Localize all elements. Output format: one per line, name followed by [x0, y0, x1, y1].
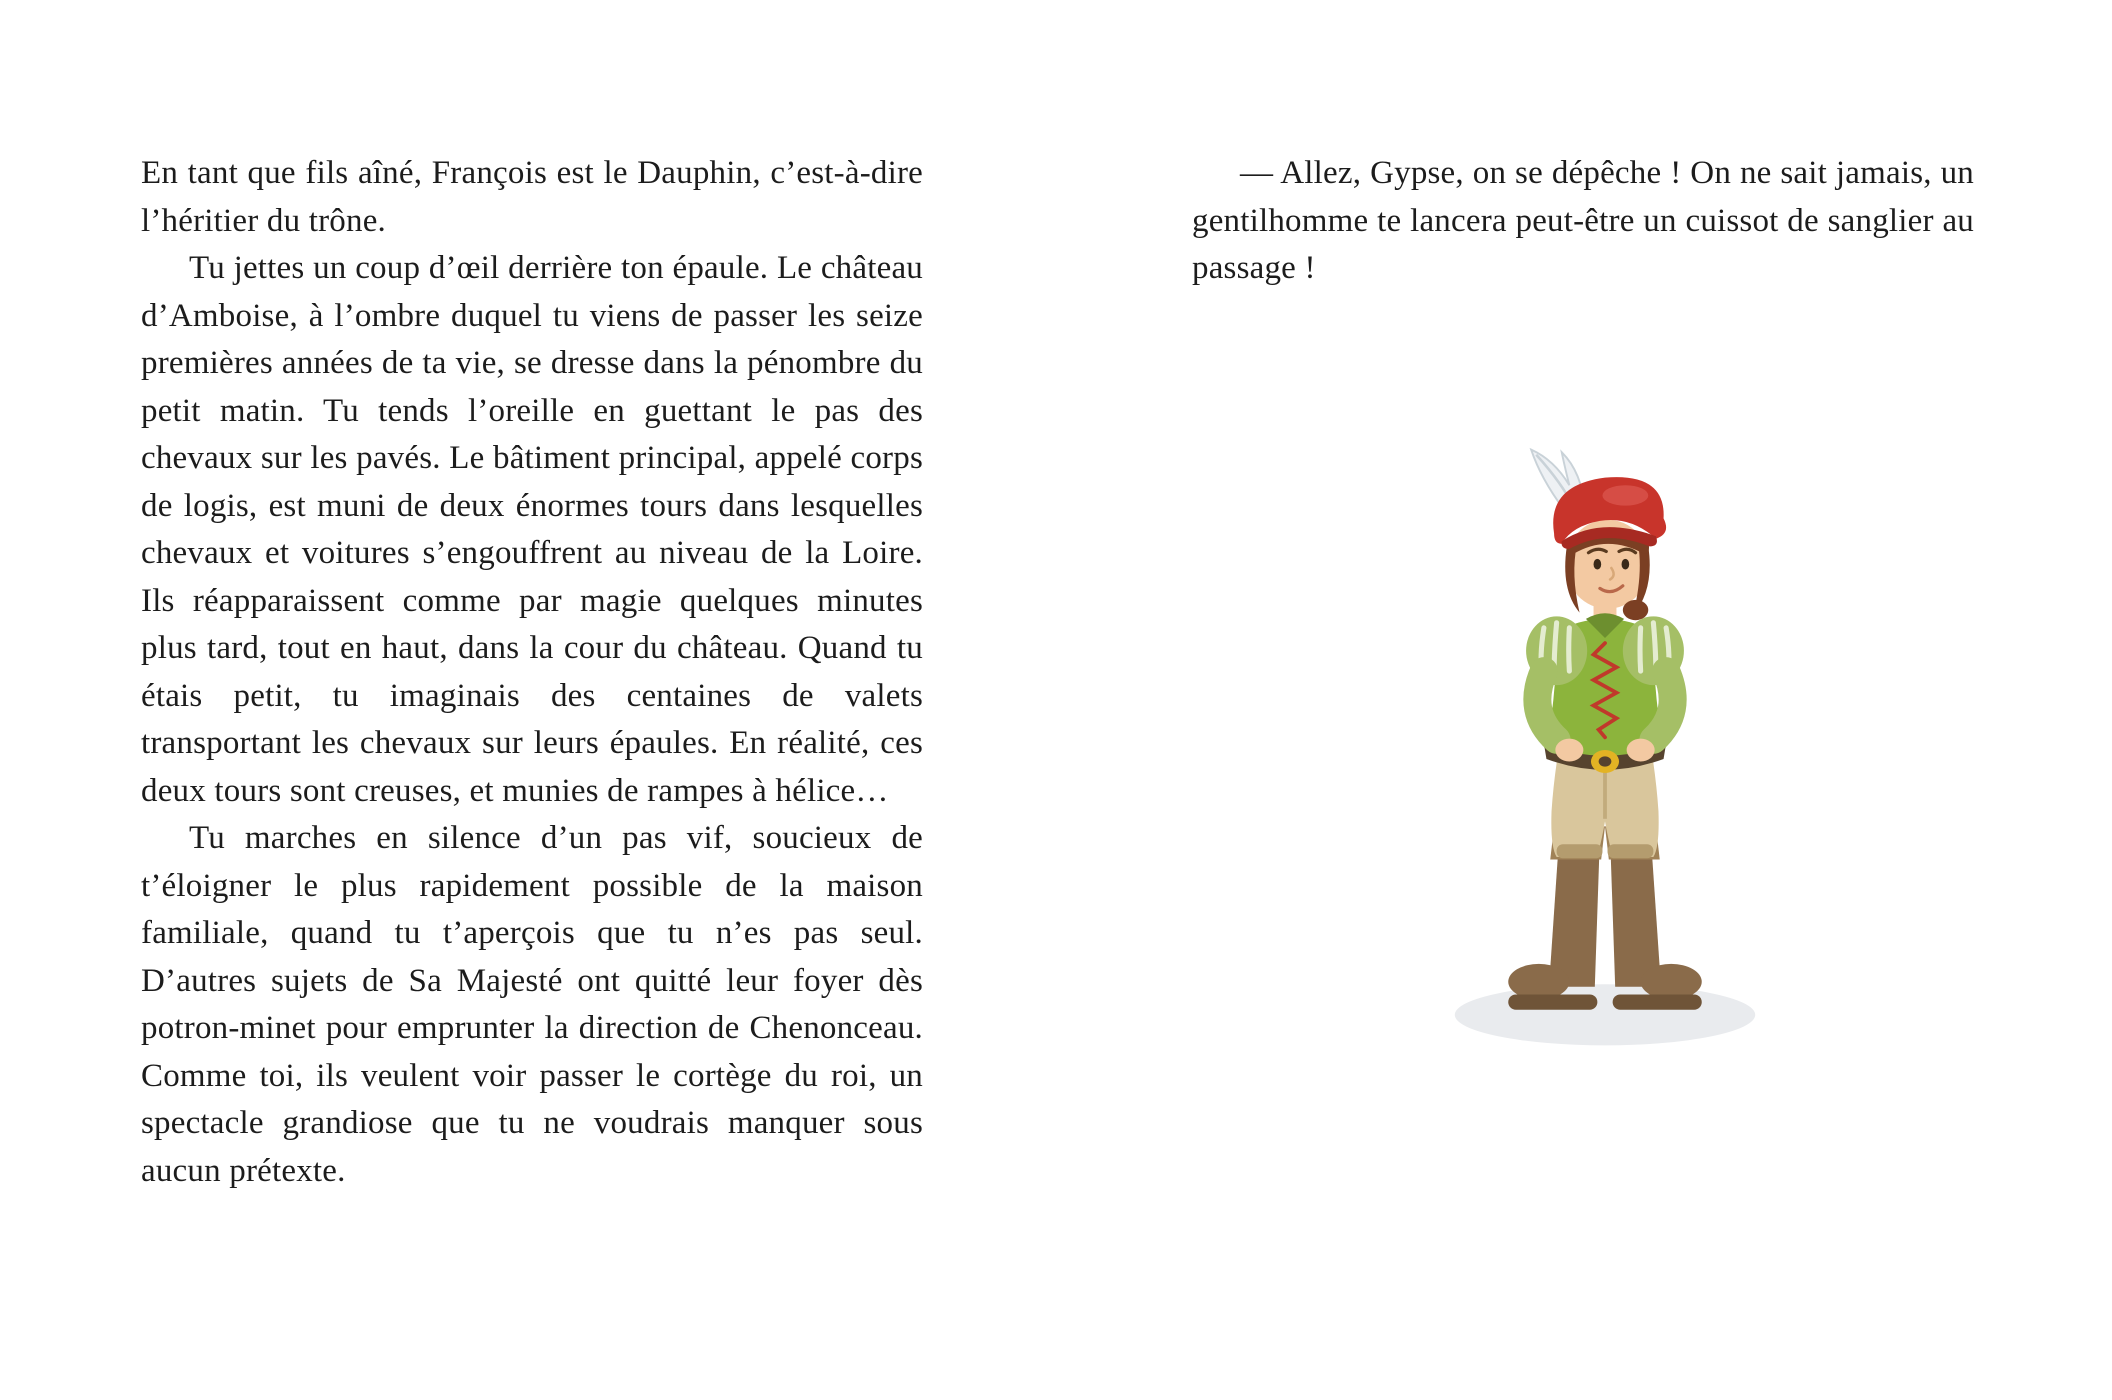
- illustration-area: [1192, 442, 1974, 1053]
- left-paragraph-2: Tu jettes un coup d’œil derrière ton épaule. Le château d’Amboise, à l’ombre duquel tu viens de passer les seize premières années de ta vie, se dresse dans la pénombre du petit matin. Tu tends l’oreille en guettant le pas des chevaux sur les pavés. Le bâtiment principal, appelé corps de logis, est muni de deux énormes tours dans lesquelles chevaux et voitures s’engouffrent au niveau de la Loire. Ils réapparaissent comme par magie quelques minutes plus tard, tout en haut, dans la cour du château. Quand tu étais petit, tu imaginais des centaines de valets transportant les chevaux sur leurs épaules. En réalité, ces deux tours sont creuses, et munies de rampes à hélice…: [141, 250, 923, 809]
- left-paragraph-1: En tant que fils aîné, François est le Dauphin, c’est-à-dire l’héritier du trône.: [141, 155, 923, 239]
- medieval-page-boy-illustration: [1414, 442, 1796, 1053]
- right-eye: [1622, 559, 1630, 570]
- right-page: [1192, 150, 1974, 293]
- brown-boots: [1508, 826, 1701, 1009]
- left-paragraph-3: Tu marches en silence d’un pas vif, soucieux de t’éloigner le plus rapidement possible de la maison familiale, quand tu t’aperçois que tu n’es pas seul. D’autres sujets de Sa Majesté ont quitté leur foyer dès potron-minet pour emprunter la direction de Chenonceau. Comme toi, ils veulent voir passer le cortège du roi, un spectacle grandiose que tu ne voudrais manquer sous aucun prétexte.: [141, 820, 923, 1189]
- dialogue-paragraph: — Allez, Gypse, on se dépêche ! On ne sait jamais, un gentilhomme te lancera peut-être un cuissot de sanglier au passage !: [1192, 155, 1974, 286]
- left-eye: [1594, 559, 1602, 570]
- left-page: [141, 150, 923, 1195]
- ground-shadow: [1455, 984, 1755, 1045]
